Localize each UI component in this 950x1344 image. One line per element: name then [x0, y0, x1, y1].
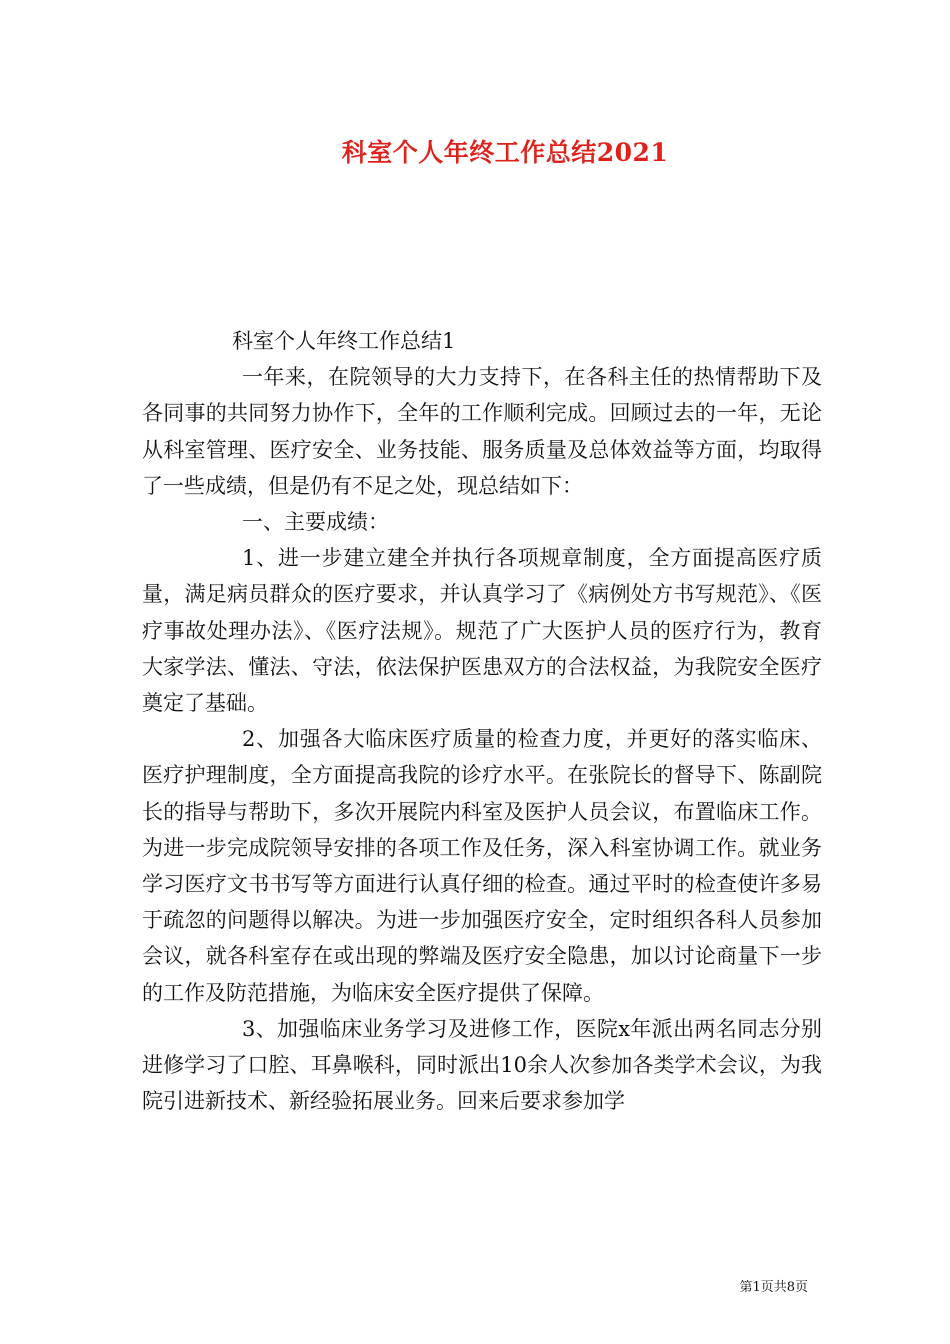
paragraph-main-achievements: 一、主要成绩：	[242, 510, 389, 535]
paragraph-item-2: 2、加强各大临床医疗质量的检查力度，并更好的落实临床、医疗护理制度，全方面提高我院的诊疗水平。在张院长的督导下、陈副院长的指导与帮助下，多次开展院内科室及医护人员会议，布置临床工作。为进一步完成院领导安排的各项工作及任务，深入科室协调工作。就业务学习医疗文书书写等方面进行认真仔细的检查。通过平时的检查使许多易于疏忽的问题得以解决。为进一步加强医疗安全，定时组织各科人员参加会议，就各科室存在或出现的弊端及医疗安全隐患，加以讨论商量下一步的工作及防范措施，为临床安全医疗提供了保障。	[142, 727, 822, 1005]
paragraph-item-1: 1、进一步建立建全并执行各项规章制度，全方面提高医疗质量，满足病员群众的医疗要求，并认真学习了《病例处方书写规范》、《医疗事故处理办法》、《医疗法规》。规范了广大医护人员的医疗行为，教育大家学法、懂法、守法，依法保护医患双方的合法权益，为我院安全医疗奠定了基础。	[142, 546, 822, 716]
document-body	[142, 323, 822, 1119]
section-heading: 科室个人年终工作总结1	[232, 329, 456, 353]
document-title: 科室个人年终工作总结2021	[341, 138, 669, 167]
page-number: 第1页共8页	[739, 1280, 808, 1295]
paragraph-item-3: 3、加强临床业务学习及进修工作，医院x年派出两名同志分别进修学习了口腔、耳鼻喉科，同时派出10余人次参加各类学术会议，为我院引进新技术、新经验拓展业务。回来后要求参加学	[142, 1016, 822, 1114]
paragraph-intro: 一年来，在院领导的大力支持下，在各科主任的热情帮助下及各同事的共同努力协作下，全年的工作顺利完成。回顾过去的一年，无论从科室管理、医疗安全、业务技能、服务质量及总体效益等方面，均取得了一些成绩，但是仍有不足之处，现总结如下：	[142, 365, 822, 498]
